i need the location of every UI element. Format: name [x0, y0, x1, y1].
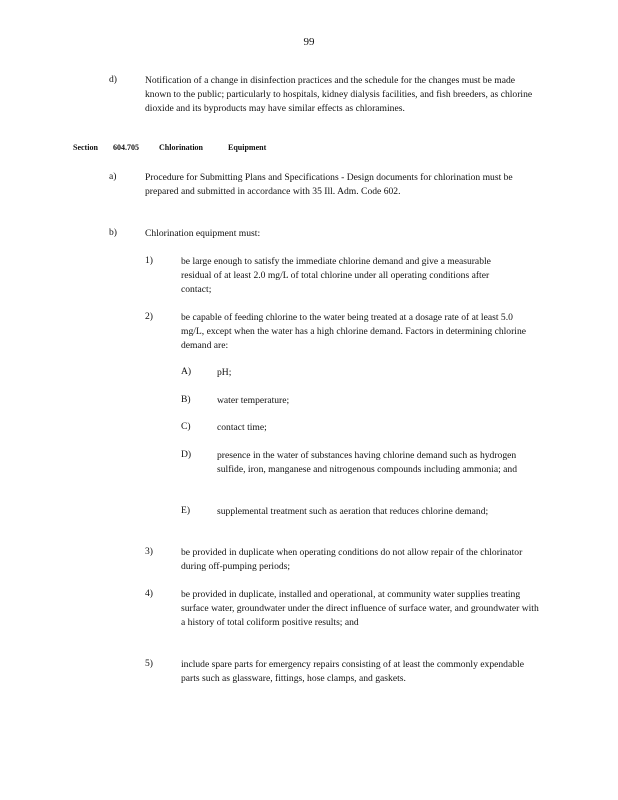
list-item-text: be large enough to satisfy the immediate chlorine demand and give a measurable residual of at least 2.0 mg/L of total chlorine under all operating conditions after contact; [181, 256, 491, 295]
list-item-marker: 4) [145, 588, 153, 599]
factor-text: supplemental treatment such as aeration that reduces chlorine demand; [217, 506, 489, 517]
factor-marker: C) [181, 421, 191, 432]
item-a-marker: a) [109, 171, 117, 182]
list-item-marker: 3) [145, 546, 153, 557]
list-item-marker: 1) [145, 255, 153, 266]
factor-marker: E) [181, 505, 191, 516]
list-item-marker: 2) [145, 311, 153, 322]
item-d-marker: d) [109, 74, 117, 85]
factor-marker: D) [181, 449, 192, 460]
list-item-marker: 5) [145, 658, 153, 669]
factor-marker: A) [181, 366, 192, 377]
list-item-text: be provided in duplicate when operating conditions do not allow repair of the chlorinator during off-pumping periods; [181, 547, 523, 572]
factor-text: water temperature; [217, 395, 290, 406]
list-item-text: include spare parts for emergency repairs consisting of at least the commonly expendable parts such as glassware, fittings, hose clamps, and gaskets. [181, 659, 524, 684]
item-b-marker: b) [109, 227, 117, 238]
item-a-text: Procedure for Submitting Plans and Specifications - Design documents for chlorination must be prepared and submitted in accordance with 35 Ill. Adm. Code 602. [145, 172, 513, 197]
item-d-text: Notification of a change in disinfection practices and the schedule for the changes must be made known to the public; particularly to hospitals, kidney dialysis facilities, and fish breeders, as chlorine dioxide and its byproducts may have similar effects as chloramines. [145, 75, 533, 114]
section-label: Section [73, 143, 98, 152]
item-b-text: Chlorination equipment must: [145, 228, 261, 239]
section-title-part-2: Equipment [228, 143, 267, 152]
list-item-text: be provided in duplicate, installed and operational, at community water supplies treating surface water, groundwater under the direct influence of surface water, and groundwater with a history of total coliform positive results; and [181, 589, 539, 628]
factor-text: pH; [217, 367, 232, 378]
section-title-part-1: Chlorination [159, 143, 204, 152]
factor-marker: B) [181, 394, 191, 405]
factor-text: presence in the water of substances having chlorine demand such as hydrogen sulfide, iron, manganese and nitrogenous compounds including ammonia; and [217, 450, 518, 475]
list-item-text: be capable of feeding chlorine to the water being treated at a dosage rate of at least 5.0 mg/L, except when the water has a high chlorine demand. Factors in determining chlorine demand are: [181, 312, 527, 351]
section-number: 604.705 [113, 143, 139, 152]
page-number: 99 [303, 36, 315, 48]
factor-text: contact time; [217, 422, 267, 433]
